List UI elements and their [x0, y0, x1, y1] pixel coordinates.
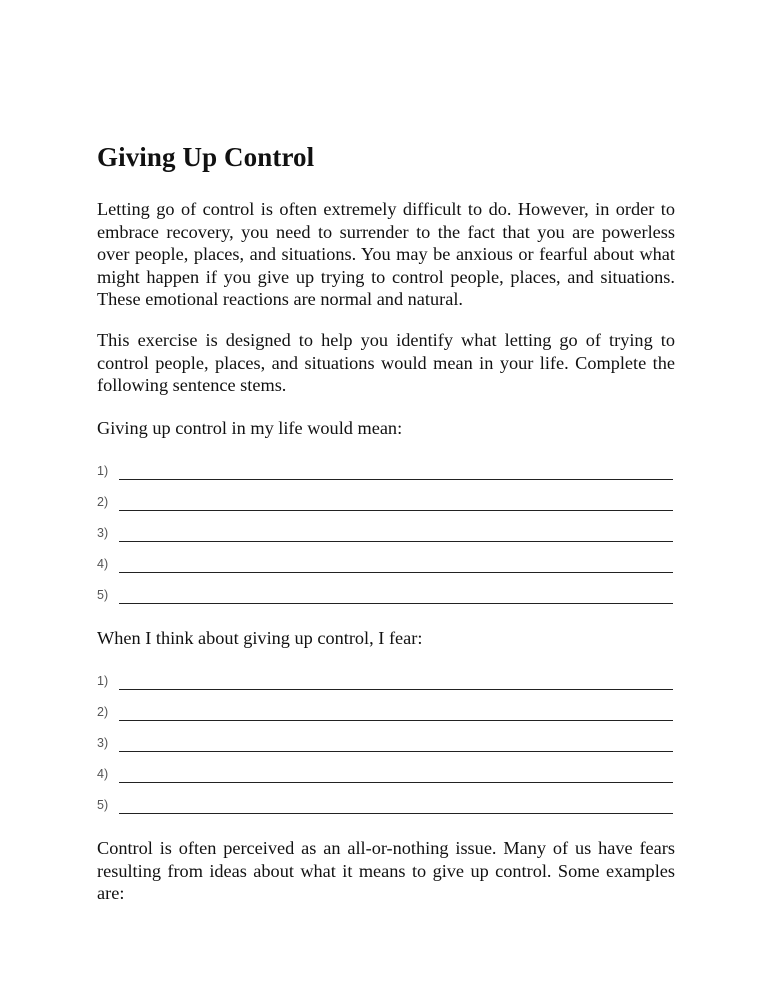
answer-line[interactable] — [97, 493, 675, 524]
answer-blank[interactable] — [119, 813, 673, 814]
answer-blank[interactable] — [119, 479, 673, 480]
instructions-paragraph: This exercise is designed to help you identify what letting go of trying to control people, places, and situations would mean in your life. Complete the following sentence stems. — [97, 330, 675, 396]
answer-blank[interactable] — [119, 751, 673, 752]
answer-line-number: 5) — [97, 798, 109, 812]
answer-line-number: 2) — [97, 495, 109, 509]
answer-line-number: 3) — [97, 526, 109, 540]
sentence-stem-fear: When I think about giving up control, I fear: — [97, 628, 423, 648]
answer-blank[interactable] — [119, 510, 673, 511]
answer-line-number: 2) — [97, 705, 109, 719]
answer-line[interactable] — [97, 703, 675, 734]
intro-paragraph: Letting go of control is often extremely difficult to do. However, in order to embrace recovery, you need to surrender to the fact that you are powerless over people, places, and situations. You may be anxious or fearful about what might happen if you give up trying to control people, places, and situations. These emotional reactions are normal and natural. — [97, 199, 675, 310]
answer-line[interactable] — [97, 734, 675, 765]
answer-line[interactable] — [97, 672, 675, 703]
sentence-stem-meaning: Giving up control in my life would mean: — [97, 418, 403, 438]
answer-blank[interactable] — [119, 689, 673, 690]
answer-line-number: 1) — [97, 464, 109, 478]
answer-lines-fear — [97, 672, 675, 827]
answer-line[interactable] — [97, 524, 675, 555]
answer-line-number: 3) — [97, 736, 109, 750]
answer-blank[interactable] — [119, 541, 673, 542]
answer-line[interactable] — [97, 586, 675, 617]
answer-line[interactable] — [97, 462, 675, 493]
answer-lines-meaning — [97, 462, 675, 617]
answer-blank[interactable] — [119, 720, 673, 721]
answer-line[interactable] — [97, 555, 675, 586]
answer-line-number: 5) — [97, 588, 109, 602]
answer-line-number: 1) — [97, 674, 109, 688]
answer-blank[interactable] — [119, 603, 673, 604]
answer-line-number: 4) — [97, 767, 109, 781]
answer-line[interactable] — [97, 796, 675, 827]
answer-blank[interactable] — [119, 782, 673, 783]
closing-paragraph: Control is often perceived as an all-or-nothing issue. Many of us have fears resulting from ideas about what it means to give up control. Some examples are: — [97, 838, 675, 904]
answer-line[interactable] — [97, 765, 675, 796]
answer-blank[interactable] — [119, 572, 673, 573]
answer-line-number: 4) — [97, 557, 109, 571]
page-title: Giving Up Control — [97, 142, 315, 172]
